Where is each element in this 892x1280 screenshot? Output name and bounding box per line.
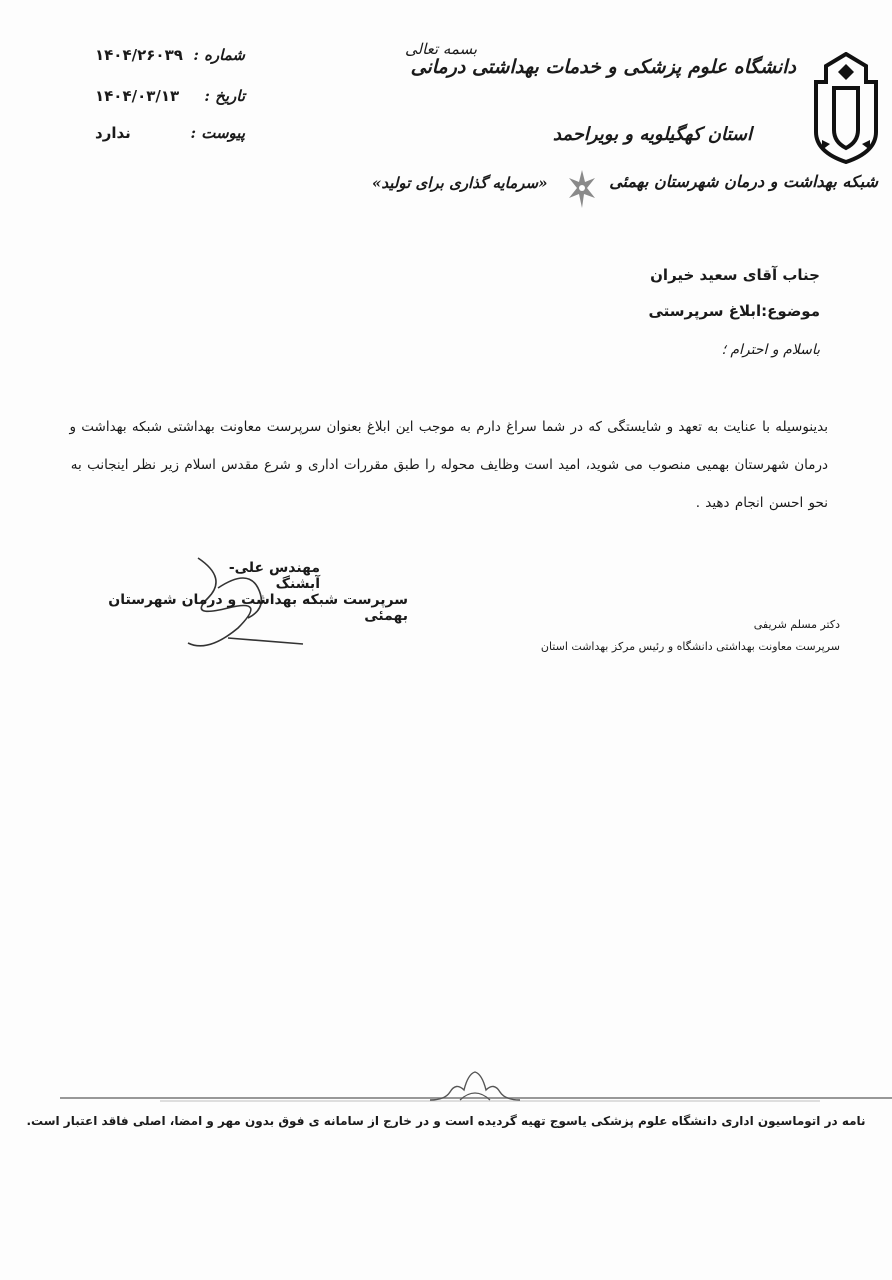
letter-date (95, 87, 245, 105)
copy-recipient-title: سرپرست معاونت بهداشتی دانشگاه و رئیس مرکز بهداشت استان (540, 640, 840, 653)
letter-attachment (95, 124, 245, 142)
university-name: دانشگاه علوم پزشکی و خدمات بهداشتی درمانی (410, 56, 796, 78)
university-logo (814, 52, 878, 164)
letter-number-label: شماره : (193, 46, 245, 64)
bismillah: بسمه تعالی (405, 40, 478, 58)
letter-attachment-label: پیوست : (190, 124, 245, 142)
footer-notice: نامه در اتوماسیون اداری دانشگاه علوم پزشکی یاسوج تهیه گردیده است و در خارج از سامانه ی فوق بدون مهر و امضا، اصلی فاقد اعتبار است. (26, 1114, 866, 1128)
letter-date-value: ۱۴۰۴/۰۳/۱۳ (95, 87, 180, 105)
footer-ornament-icon (420, 1066, 530, 1108)
recipient: جناب آقای سعید خیران (650, 266, 820, 284)
copy-recipient-name: دکتر مسلم شریفی (753, 618, 840, 631)
signer-name: مهندس علی-آبشنگ (228, 560, 320, 592)
subject: موضوع:ابلاغ سرپرستی (648, 302, 820, 320)
flower-emblem-icon (567, 168, 597, 210)
letter-number (95, 46, 245, 64)
signer-title: سرپرست شبکه بهداشت و درمان شهرستان بهمئی (108, 592, 408, 624)
year-slogan: «سرمایه گذاری برای تولید» (372, 174, 548, 192)
greeting: باسلام و احترام ؛ (721, 342, 820, 358)
letter-body: بدینوسیله با عنایت به تعهد و شایستگی که در شما سراغ دارم به موجب این ابلاغ بعنوان سرپرست معاونت بهداشتی شبکه بهداشت و درمان شهرستان بهمیی منصوب می شوید، امید است وظایف محوله را طبق مقررات اداری و شرع مقدس اسلام زیر نظر اینجانب به نحو احسن انجام دهید . (69, 419, 828, 511)
network-name: شبکه بهداشت و درمان شهرستان بهمئی (609, 172, 878, 191)
letter-date-label: تاریخ : (204, 87, 245, 105)
letter-number-value: ۱۴۰۴/۲۶۰۳۹ (95, 46, 183, 64)
letter-attachment-value: ندارد (95, 124, 131, 142)
province-name: استان کهگیلویه و بویراحمد (552, 124, 752, 145)
